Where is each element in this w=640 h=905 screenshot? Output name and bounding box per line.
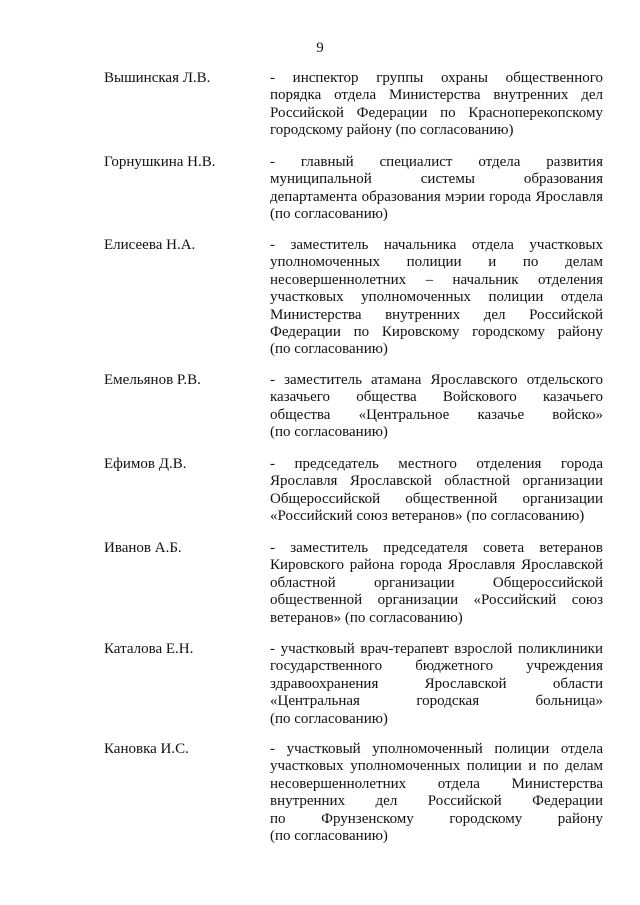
position-line: общественной организации «Российский союз	[270, 592, 603, 609]
member-position	[270, 741, 603, 845]
position-line: городскому району (по согласованию)	[270, 122, 514, 139]
position-line: Российской Федерации по Красноперекопскому	[270, 104, 603, 121]
position-line: несовершеннолетних – начальник отделения	[270, 271, 603, 288]
position-line: (по согласованию)	[270, 341, 388, 358]
member-position	[270, 154, 603, 224]
position-line: - заместитель начальника отдела участковых	[270, 237, 603, 253]
position-line: - участковый уполномоченный полиции отдела	[270, 741, 603, 757]
position-line: - заместитель атамана Ярославского отдельского	[270, 372, 603, 388]
position-line: несовершеннолетних отдела Министерства	[270, 775, 603, 792]
position-line: - участковый врач-терапевт взрослой поликлиники	[270, 641, 603, 657]
member-position	[270, 456, 603, 526]
position-line: (по согласованию)	[270, 710, 388, 727]
position-line: департамента образования мэрии города Ярославля	[270, 188, 603, 205]
position-line: Министерства внутренних дел Российской	[270, 306, 603, 323]
position-line: по Фрунзенскому городскому району	[270, 810, 603, 827]
position-line: Федерации по Кировскому городскому району	[270, 323, 603, 340]
position-line: участковых уполномоченных полиции и по делам	[270, 758, 603, 775]
member-name: Емельянов Р.В.	[104, 372, 201, 388]
position-line: - заместитель председателя совета ветеранов	[270, 540, 603, 556]
position-line: уполномоченных полиции и по делам	[270, 254, 603, 271]
member-position	[270, 70, 603, 140]
position-line: (по согласованию)	[270, 424, 388, 441]
member-name: Горнушкина Н.В.	[104, 154, 216, 170]
position-line: (по согласованию)	[270, 206, 388, 223]
member-name: Иванов А.Б.	[104, 540, 182, 556]
position-line: казачьего общества Войскового казачьего	[270, 389, 603, 406]
position-line: участковых уполномоченных полиции отдела	[270, 289, 603, 306]
member-name: Елисеева Н.А.	[104, 237, 196, 253]
position-line: внутренних дел Российской Федерации	[270, 793, 603, 810]
member-name: Каталова Е.Н.	[104, 641, 194, 657]
position-line: здравоохранения Ярославской области	[270, 675, 603, 692]
position-line: (по согласованию)	[270, 827, 388, 844]
member-name: Вышинская Л.В.	[104, 70, 211, 86]
position-line: порядка отдела Министерства внутренних дел	[270, 87, 603, 104]
member-position	[270, 540, 603, 627]
position-line: муниципальной системы образования	[270, 171, 603, 188]
position-line: - председатель местного отделения города	[270, 456, 603, 472]
position-line: общества «Центральное казачье войско»	[270, 406, 603, 423]
member-name: Ефимов Д.В.	[104, 456, 187, 472]
member-position	[270, 372, 603, 442]
page-number: 9	[316, 40, 324, 56]
position-line: Ярославля Ярославской областной организации	[270, 473, 603, 490]
position-line: «Центральная городская больница»	[270, 693, 603, 710]
position-line: государственного бюджетного учреждения	[270, 658, 603, 675]
position-line: Общероссийской общественной организации	[270, 490, 603, 507]
position-line: - главный специалист отдела развития	[270, 154, 603, 170]
position-line: областной организации Общероссийской	[270, 574, 603, 591]
member-name: Кановка И.С.	[104, 741, 189, 757]
position-line: ветеранов» (по согласованию)	[270, 609, 463, 626]
member-position	[270, 237, 603, 359]
member-position	[270, 641, 603, 728]
position-line: - инспектор группы охраны общественного	[270, 70, 603, 86]
position-line: «Российский союз ветеранов» (по согласованию)	[270, 508, 585, 525]
position-line: Кировского района города Ярославля Ярославской	[270, 557, 603, 574]
